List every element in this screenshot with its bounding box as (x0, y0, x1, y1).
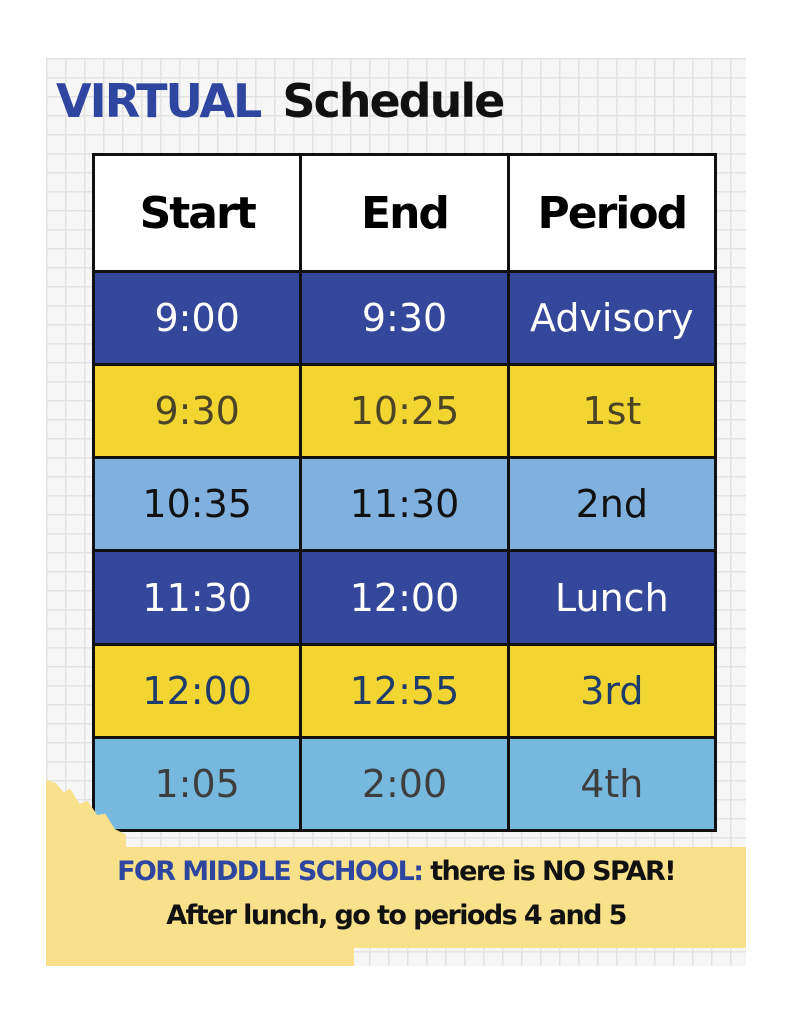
table-row (94, 737, 716, 830)
note-highlight: FOR MIDDLE SCHOOL: (117, 856, 423, 887)
period-cell: 4th (508, 737, 715, 830)
table-row (94, 551, 716, 644)
end-cell: 12:55 (301, 644, 508, 737)
period-cell: Lunch (508, 551, 715, 644)
schedule-table (92, 153, 717, 832)
header-period: Period (508, 155, 715, 272)
start-cell: 12:00 (94, 644, 301, 737)
start-cell: 11:30 (94, 551, 301, 644)
header-row (94, 155, 716, 272)
header-start: Start (94, 155, 301, 272)
page-title (56, 74, 503, 136)
period-cell: 3rd (508, 644, 715, 737)
note-line-2: After lunch, go to periods 4 and 5 (166, 900, 626, 931)
note-text-1: there is NO SPAR! (422, 856, 675, 887)
note-line-1 (46, 852, 746, 892)
table-row (94, 644, 716, 737)
end-cell: 10:25 (301, 365, 508, 458)
title-schedule: Schedule (282, 74, 504, 128)
table-row (94, 458, 716, 551)
end-cell: 12:00 (301, 551, 508, 644)
header-end: End (301, 155, 508, 272)
period-cell: 2nd (508, 458, 715, 551)
start-cell: 1:05 (94, 737, 301, 830)
period-cell: Advisory (508, 272, 715, 365)
end-cell: 9:30 (301, 272, 508, 365)
note-paper-tail (46, 948, 354, 966)
end-cell: 2:00 (301, 737, 508, 830)
period-cell: 1st (508, 365, 715, 458)
title-virtual: VIRTUAL (56, 74, 261, 128)
start-cell: 10:35 (94, 458, 301, 551)
start-cell: 9:00 (94, 272, 301, 365)
table-row (94, 365, 716, 458)
table-row (94, 272, 716, 365)
end-cell: 11:30 (301, 458, 508, 551)
start-cell: 9:30 (94, 365, 301, 458)
